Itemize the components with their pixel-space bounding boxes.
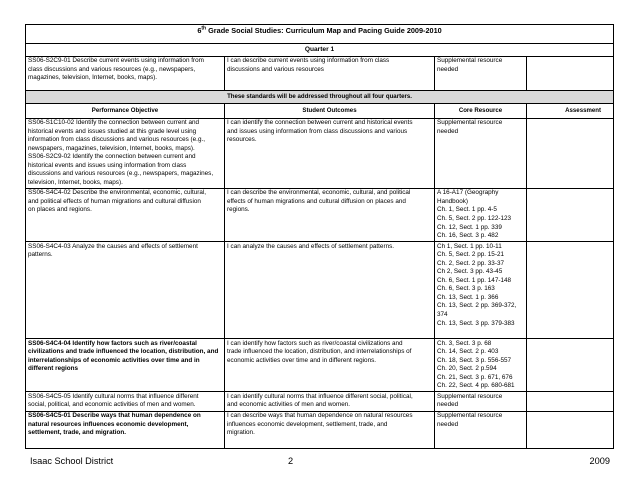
outcome-cell: [225, 188, 435, 241]
text-line: Ch. 22, Sect. 4 pp. 680-681: [437, 382, 515, 390]
text-line: SS06-S4C4-04 Identify how factors such as river/coastal: [28, 339, 197, 347]
text-line: I can analyze the causes and effects of settlement patterns.: [227, 242, 395, 250]
text-line: newspapers, magazines, television, Internet, books, maps).: [28, 144, 195, 152]
text-line: class discussions and various resources (e.g., newspapers,: [28, 65, 196, 73]
assessment-cell: [527, 56, 614, 90]
text-line: Supplemental resource: [437, 392, 503, 400]
text-line: SS06-S4C5-01 Describe ways that human dependence on: [28, 412, 201, 420]
title-row: [26, 25, 614, 44]
header-assessment: Assessment: [527, 103, 614, 118]
text-line: historical events and issues using information from class: [28, 161, 187, 169]
text-line: I can identify the connection between current and historical events: [227, 119, 413, 126]
column-header-row: [26, 103, 614, 118]
assessment-cell: [527, 118, 614, 188]
text-line: on places and regions.: [28, 206, 92, 214]
text-line: Ch. 5, Sect. 2 pp. 122-123: [437, 215, 512, 223]
text-line: Ch. 6, Sect. 1 pp. 147-148: [437, 276, 512, 284]
text-line: regions.: [227, 206, 250, 214]
assessment-cell: [527, 392, 614, 411]
outcome-cell: [225, 118, 435, 188]
text-line: television, Internet, books, maps).: [28, 178, 123, 186]
table-row: [26, 411, 614, 448]
text-line: different regions: [28, 365, 79, 373]
text-line: historical events and issues studied at this grade level using: [28, 127, 197, 135]
text-line: A 16-A17 (Geography: [437, 189, 499, 197]
quarter-row: [26, 44, 614, 57]
objective-cell: [26, 188, 225, 241]
text-line: needed: [437, 127, 459, 135]
objective-cell: [26, 339, 225, 392]
text-line: information from class discussions and various resources (e.g.,: [28, 136, 205, 144]
text-line: Ch. 16, Sect. 3 p. 482: [437, 232, 499, 240]
text-line: SS06-S1C10-02 Identify the connection between current and: [28, 119, 200, 126]
text-line: and issues using information from class discussions and various: [227, 127, 408, 135]
text-line: influences economic development, settlement, trade, and: [227, 420, 388, 428]
text-line: settlement, trade, and migration.: [28, 429, 126, 437]
text-line: Ch. 12, Sect. 1 pp. 339: [437, 223, 502, 231]
resource-cell: [435, 118, 527, 188]
text-line: social, political, and economic activities of men and women.: [28, 401, 196, 409]
text-line: Ch. 18, Sect. 3 p. 556-557: [437, 356, 512, 364]
objective-cell: [26, 242, 225, 339]
text-line: Ch. 21, Sect. 3 p. 671, 676: [437, 373, 513, 381]
footer-district: Isaac School District: [30, 456, 114, 466]
text-line: I can describe current events using information from class: [227, 57, 390, 64]
text-line: Ch. 3, Sect. 3 p. 68: [437, 339, 492, 347]
text-line: 374: [437, 311, 448, 319]
header-outcomes: Student Outcomes: [225, 103, 435, 118]
resource-cell: [435, 411, 527, 448]
text-line: needed: [437, 401, 459, 409]
text-line: interrelationships of economic activities over time and in: [28, 356, 200, 364]
text-line: trade influenced the location, distribution, and interrelationships of: [227, 348, 412, 356]
text-line: I can describe ways that human dependence on natural resources: [227, 412, 413, 420]
text-line: magazines, television, Internet, books, maps).: [28, 74, 158, 82]
table-row: [26, 56, 614, 90]
objective-cell: [26, 118, 225, 188]
note-row: [26, 90, 614, 103]
footer-year: 2009: [589, 456, 610, 466]
assessment-cell: [527, 242, 614, 339]
table-row: [26, 242, 614, 339]
header-resource: Core Resource: [435, 103, 527, 118]
table-row: [26, 392, 614, 411]
footer-page-number: 2: [288, 456, 294, 466]
resource-cell: [435, 392, 527, 411]
text-line: discussions and various resources (e.g., newspapers, magazines,: [28, 170, 214, 178]
text-line: natural resources influences economic development,: [28, 420, 189, 428]
resource-cell: [435, 56, 527, 90]
text-line: patterns.: [28, 251, 53, 259]
text-line: migration.: [227, 429, 255, 437]
text-line: I can identify how factors such as river/coastal civilizations and: [227, 339, 403, 347]
text-line: Ch. 2, Sect. 2 pp. 33-37: [437, 259, 505, 267]
text-line: Ch. 13, Sect. 2 pp. 369-372,: [437, 302, 517, 310]
table-row: [26, 188, 614, 241]
outcome-cell: [225, 56, 435, 90]
assessment-cell: [527, 411, 614, 448]
text-line: civilizations and trade influenced the location, distribution, and: [28, 348, 219, 356]
resource-cell: [435, 339, 527, 392]
text-line: Ch 2, Sect. 3 pp. 43-45: [437, 268, 503, 276]
objective-cell: [26, 392, 225, 411]
page-footer: [30, 456, 610, 468]
outcome-cell: [225, 339, 435, 392]
text-line: effects of human migrations and cultural diffusion on places and: [227, 197, 406, 205]
text-line: Ch. 6, Sect. 3 p. 163: [437, 285, 495, 293]
text-line: SS06-S4C4-02 Describe the environmental, economic, cultural,: [28, 189, 207, 197]
text-line: Ch. 13, Sect. 1 p. 366: [437, 293, 499, 301]
text-line: Ch. 14, Sect. 2 p. 403: [437, 348, 499, 356]
header-objective: Performance Objective: [26, 103, 225, 118]
text-line: Ch 1, Sect. 1 pp. 10-11: [437, 242, 502, 250]
curriculum-table: [25, 24, 614, 449]
resource-cell: [435, 188, 527, 241]
text-line: Ch. 13, Sect. 3 pp. 379-383: [437, 319, 515, 327]
text-line: Supplemental resource: [437, 57, 503, 64]
assessment-cell: [527, 339, 614, 392]
text-line: needed: [437, 420, 459, 428]
resource-cell: [435, 242, 527, 339]
text-line: SS06-S2C9-01 Describe current events using information from: [28, 57, 204, 64]
text-line: Ch. 5, Sect. 2 pp. 15-21: [437, 251, 505, 259]
text-line: needed: [437, 65, 459, 73]
outcome-cell: [225, 411, 435, 448]
objective-cell: [26, 56, 225, 90]
text-line: Supplemental resource: [437, 412, 503, 420]
text-line: resources.: [227, 136, 257, 144]
text-line: and economic activities of men and women.: [227, 401, 351, 409]
objective-cell: [26, 411, 225, 448]
text-line: economic activities over time and in different regions.: [227, 356, 377, 364]
outcome-cell: [225, 392, 435, 411]
quarter-heading: Quarter 1: [26, 44, 614, 57]
table-row: [26, 118, 614, 188]
text-line: SS06-S4C5-05 Identify cultural norms that influence different: [28, 392, 199, 400]
text-line: and political effects of human migrations and cultural diffusion: [28, 197, 201, 205]
text-line: I can identify cultural norms that influence different social, political,: [227, 392, 413, 400]
text-line: SS06-S2C9-02 Identify the connection between current and: [28, 153, 196, 161]
text-line: discussions and various resources: [227, 65, 324, 73]
text-line: SS06-S4C4-03 Analyze the causes and effects of settlement: [28, 242, 198, 250]
page-title: 6th Grade Social Studies: Curriculum Map and Pacing Guide 2009-2010: [26, 25, 614, 44]
text-line: Handbook): [437, 197, 469, 205]
outcome-cell: [225, 242, 435, 339]
text-line: I can describe the environmental, economic, cultural, and political: [227, 189, 411, 197]
assessment-cell: [527, 188, 614, 241]
text-line: Supplemental resource: [437, 119, 503, 126]
curriculum-page: [25, 24, 613, 449]
quarters-note: These standards will be addressed throughout all four quarters.: [26, 90, 614, 103]
text-line: Ch. 1, Sect. 1 pp. 4-5: [437, 206, 497, 214]
table-row: [26, 339, 614, 392]
text-line: Ch. 20, Sect. 2 p.594: [437, 365, 497, 373]
